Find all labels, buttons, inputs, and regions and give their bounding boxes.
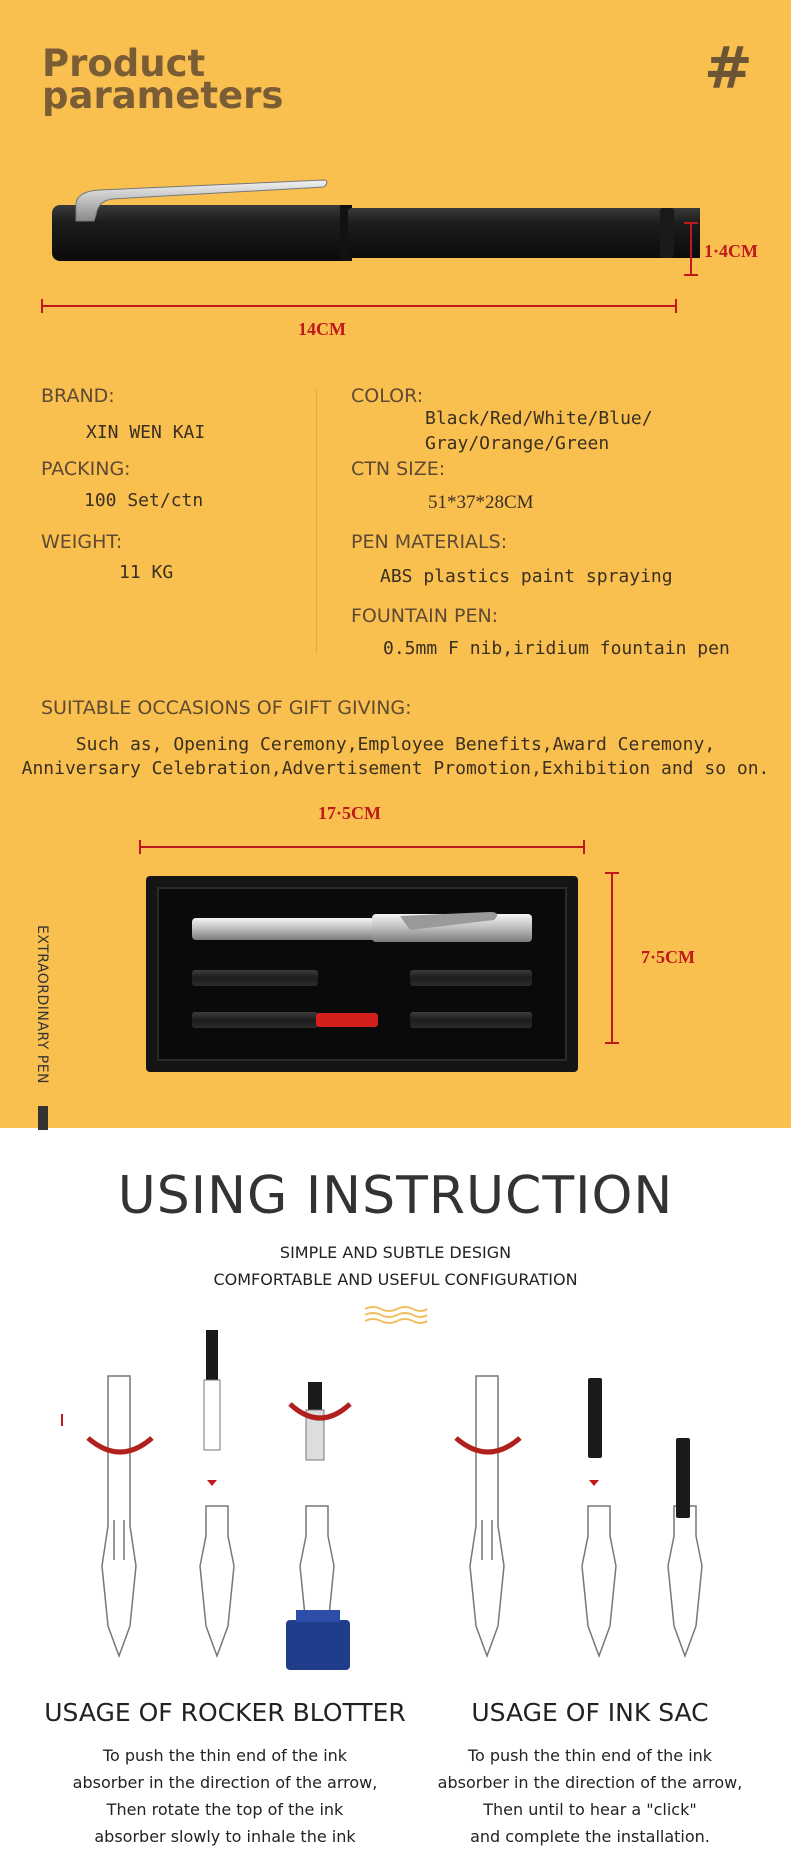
ink-sac-line-2: absorber in the direction of the arrow, xyxy=(437,1773,743,1792)
packing-value: 100 Set/ctn xyxy=(84,490,204,511)
box-length-tick-right xyxy=(583,840,585,854)
specs-divider xyxy=(316,388,317,653)
instructions-subtitle-2: COMFORTABLE AND USEFUL CONFIGURATION xyxy=(213,1270,578,1289)
box-width-tick-bottom xyxy=(605,1042,619,1044)
pen-diameter-label: 1·4CM xyxy=(704,241,758,261)
ctn-size-value: 51*37*28CM xyxy=(428,492,534,513)
brand-label: BRAND: xyxy=(41,385,115,407)
gift-box-image xyxy=(144,874,580,1074)
fountain-pen-value: 0.5mm F nib,iridium fountain pen xyxy=(383,638,730,659)
color-value-line-1: Black/Red/White/Blue/ xyxy=(425,408,653,429)
fountain-pen-label: FOUNTAIN PEN: xyxy=(351,605,499,627)
occasions-label: SUITABLE OCCASIONS OF GIFT GIVING: xyxy=(41,697,412,719)
ink-sac-line-3: Then until to hear a "click" xyxy=(483,1800,697,1819)
title-line-1: Product xyxy=(42,42,206,85)
ink-sac-title: USAGE OF INK SAC xyxy=(471,1698,709,1727)
brand-value: XIN WEN KAI xyxy=(86,422,206,443)
rocker-blotter-line-2: absorber in the direction of the arrow, xyxy=(72,1773,378,1792)
rocker-blotter-line-4: absorber slowly to inhale the ink xyxy=(94,1827,356,1846)
weight-value: 11 KG xyxy=(119,562,174,583)
pen-length-line xyxy=(41,305,677,307)
pen-materials-value: ABS plastics paint spraying xyxy=(380,566,673,587)
rocker-blotter-text xyxy=(30,1742,420,1850)
rocker-blotter-line-1: To push the thin end of the ink xyxy=(102,1746,348,1765)
section-title xyxy=(42,42,284,117)
weight-label: WEIGHT: xyxy=(41,531,123,553)
pen-image xyxy=(40,175,700,275)
occasions-line-2: Anniversary Celebration,Advertisement Promotion,Exhibition and so on. xyxy=(21,758,770,779)
pen-diameter-line xyxy=(690,222,692,276)
pen-materials-label: PEN MATERIALS: xyxy=(351,531,508,553)
packing-label: PACKING: xyxy=(41,458,131,480)
pen-length-tick-right xyxy=(675,299,677,313)
instructions-subtitle-1: SIMPLE AND SUBTLE DESIGN xyxy=(279,1243,512,1262)
color-label: COLOR: xyxy=(351,385,424,407)
ink-sac-text xyxy=(420,1742,760,1850)
pen-length-label: 14CM xyxy=(298,319,346,339)
title-line-2: parameters xyxy=(42,74,284,117)
usage-illustrations xyxy=(40,1320,760,1680)
instructions-title: USING INSTRUCTION xyxy=(117,1166,674,1226)
ink-sac-line-1: To push the thin end of the ink xyxy=(467,1746,713,1765)
rocker-blotter-title: USAGE OF ROCKER BLOTTER xyxy=(44,1698,406,1727)
ctn-size-label: CTN SIZE: xyxy=(351,458,446,480)
ink-sac-line-4: and complete the installation. xyxy=(470,1827,710,1846)
box-width-label: 7·5CM xyxy=(641,947,695,967)
box-width-line xyxy=(611,872,613,1044)
hash-icon: # xyxy=(704,34,753,102)
rocker-blotter-line-3: Then rotate the top of the ink xyxy=(106,1800,344,1819)
color-value-line-2: Gray/Orange/Green xyxy=(425,433,610,454)
side-bar xyxy=(38,1106,48,1130)
occasions-line-1: Such as, Opening Ceremony,Employee Benefits,Award Ceremony, xyxy=(75,734,716,755)
side-label: EXTRAORDINARY PEN xyxy=(34,925,50,1085)
pen-diameter-tick-bottom xyxy=(684,274,698,276)
box-length-label: 17·5CM xyxy=(318,803,381,823)
box-length-line xyxy=(139,846,585,848)
